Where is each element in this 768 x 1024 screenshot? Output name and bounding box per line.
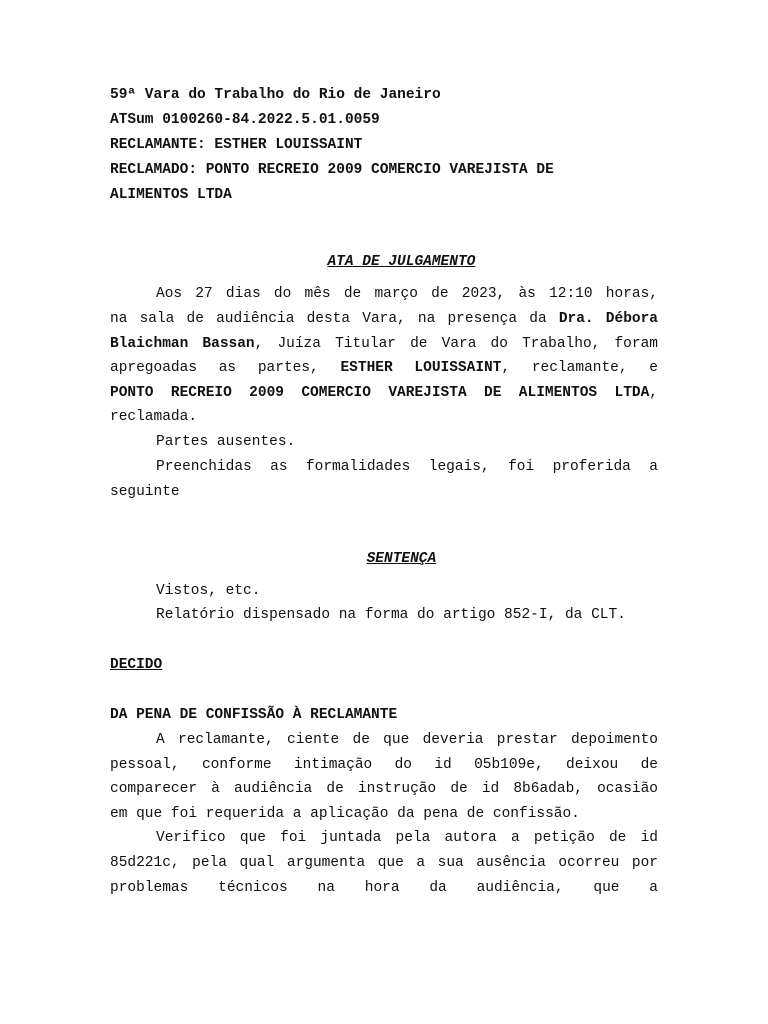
section-p1-line-4: em que foi requerida a aplicação da pena de confissão. bbox=[110, 806, 580, 822]
section-p1-line-3: comparecer à audiência de instrução de id 8b6adab, ocasião bbox=[110, 781, 658, 797]
case-number: ATSum 0100260-84.2022.5.01.0059 bbox=[110, 112, 380, 128]
defendant-line-1: RECLAMADO: PONTO RECREIO 2009 COMERCIO VAREJISTA DE bbox=[110, 162, 554, 178]
document-title-wrap bbox=[110, 235, 658, 289]
report-line: Relatório dispensado na forma do artigo 852-I, da CLT. bbox=[156, 607, 626, 623]
section-p1-line-2: pessoal, conforme intimação do id 05b109e, deixou de bbox=[110, 757, 658, 773]
following-word: seguinte bbox=[110, 484, 180, 500]
vistos-line: Vistos, etc. bbox=[156, 583, 261, 599]
opening-line-4-pre: apregoadas as partes, bbox=[110, 360, 341, 376]
opening-line-5 bbox=[110, 384, 658, 402]
defendant-name: PONTO RECREIO 2009 COMERCIO VAREJISTA DE ALIMENTOS LTDA bbox=[110, 385, 650, 401]
opening-line-4 bbox=[110, 359, 658, 377]
court-name: 59ª Vara do Trabalho do Rio de Janeiro bbox=[110, 87, 441, 103]
section-p2-line-2: 85d221c, pela qual argumenta que a sua ausência ocorreu por bbox=[110, 855, 658, 871]
sentence-title-wrap bbox=[110, 532, 658, 586]
section-p2-line-3: problemas técnicos na hora da audiência, que a bbox=[110, 880, 658, 896]
claimant-line: RECLAMANTE: ESTHER LOUISSAINT bbox=[110, 137, 363, 153]
defendant-line-2: ALIMENTOS LTDA bbox=[110, 187, 232, 203]
opening-line-2-text: na sala de audiência desta Vara, na presença da bbox=[110, 311, 559, 327]
formalities-line: Preenchidas as formalidades legais, foi proferida a bbox=[156, 459, 658, 475]
opening-line-3 bbox=[110, 335, 658, 353]
opening-line-3-text: , Juíza Titular de Vara do Trabalho, foram bbox=[254, 336, 658, 352]
opening-line-1: Aos 27 dias do mês de março de 2023, às 12:10 horas, bbox=[156, 286, 658, 302]
section-title: DA PENA DE CONFISSÃO À RECLAMANTE bbox=[110, 707, 398, 723]
document-title: ATA DE JULGAMENTO bbox=[327, 254, 476, 270]
claimant-name: ESTHER LOUISSAINT bbox=[340, 360, 502, 376]
opening-line-4-post: , reclamante, e bbox=[501, 360, 658, 376]
section-p2-line-1: Verifico que foi juntada pela autora a petição de id bbox=[156, 830, 658, 846]
opening-line-5-post: , bbox=[649, 385, 658, 401]
parties-absent: Partes ausentes. bbox=[156, 434, 296, 450]
decido-heading: DECIDO bbox=[110, 657, 163, 673]
sentence-title: SENTENÇA bbox=[366, 551, 437, 567]
opening-line-6: reclamada. bbox=[110, 409, 198, 425]
judge-title: Dra. Débora bbox=[558, 311, 659, 327]
section-p1-line-1: A reclamante, ciente de que deveria prestar depoimento bbox=[156, 732, 658, 748]
opening-line-2 bbox=[110, 310, 658, 328]
judge-name: Blaichman Bassan bbox=[110, 336, 255, 352]
